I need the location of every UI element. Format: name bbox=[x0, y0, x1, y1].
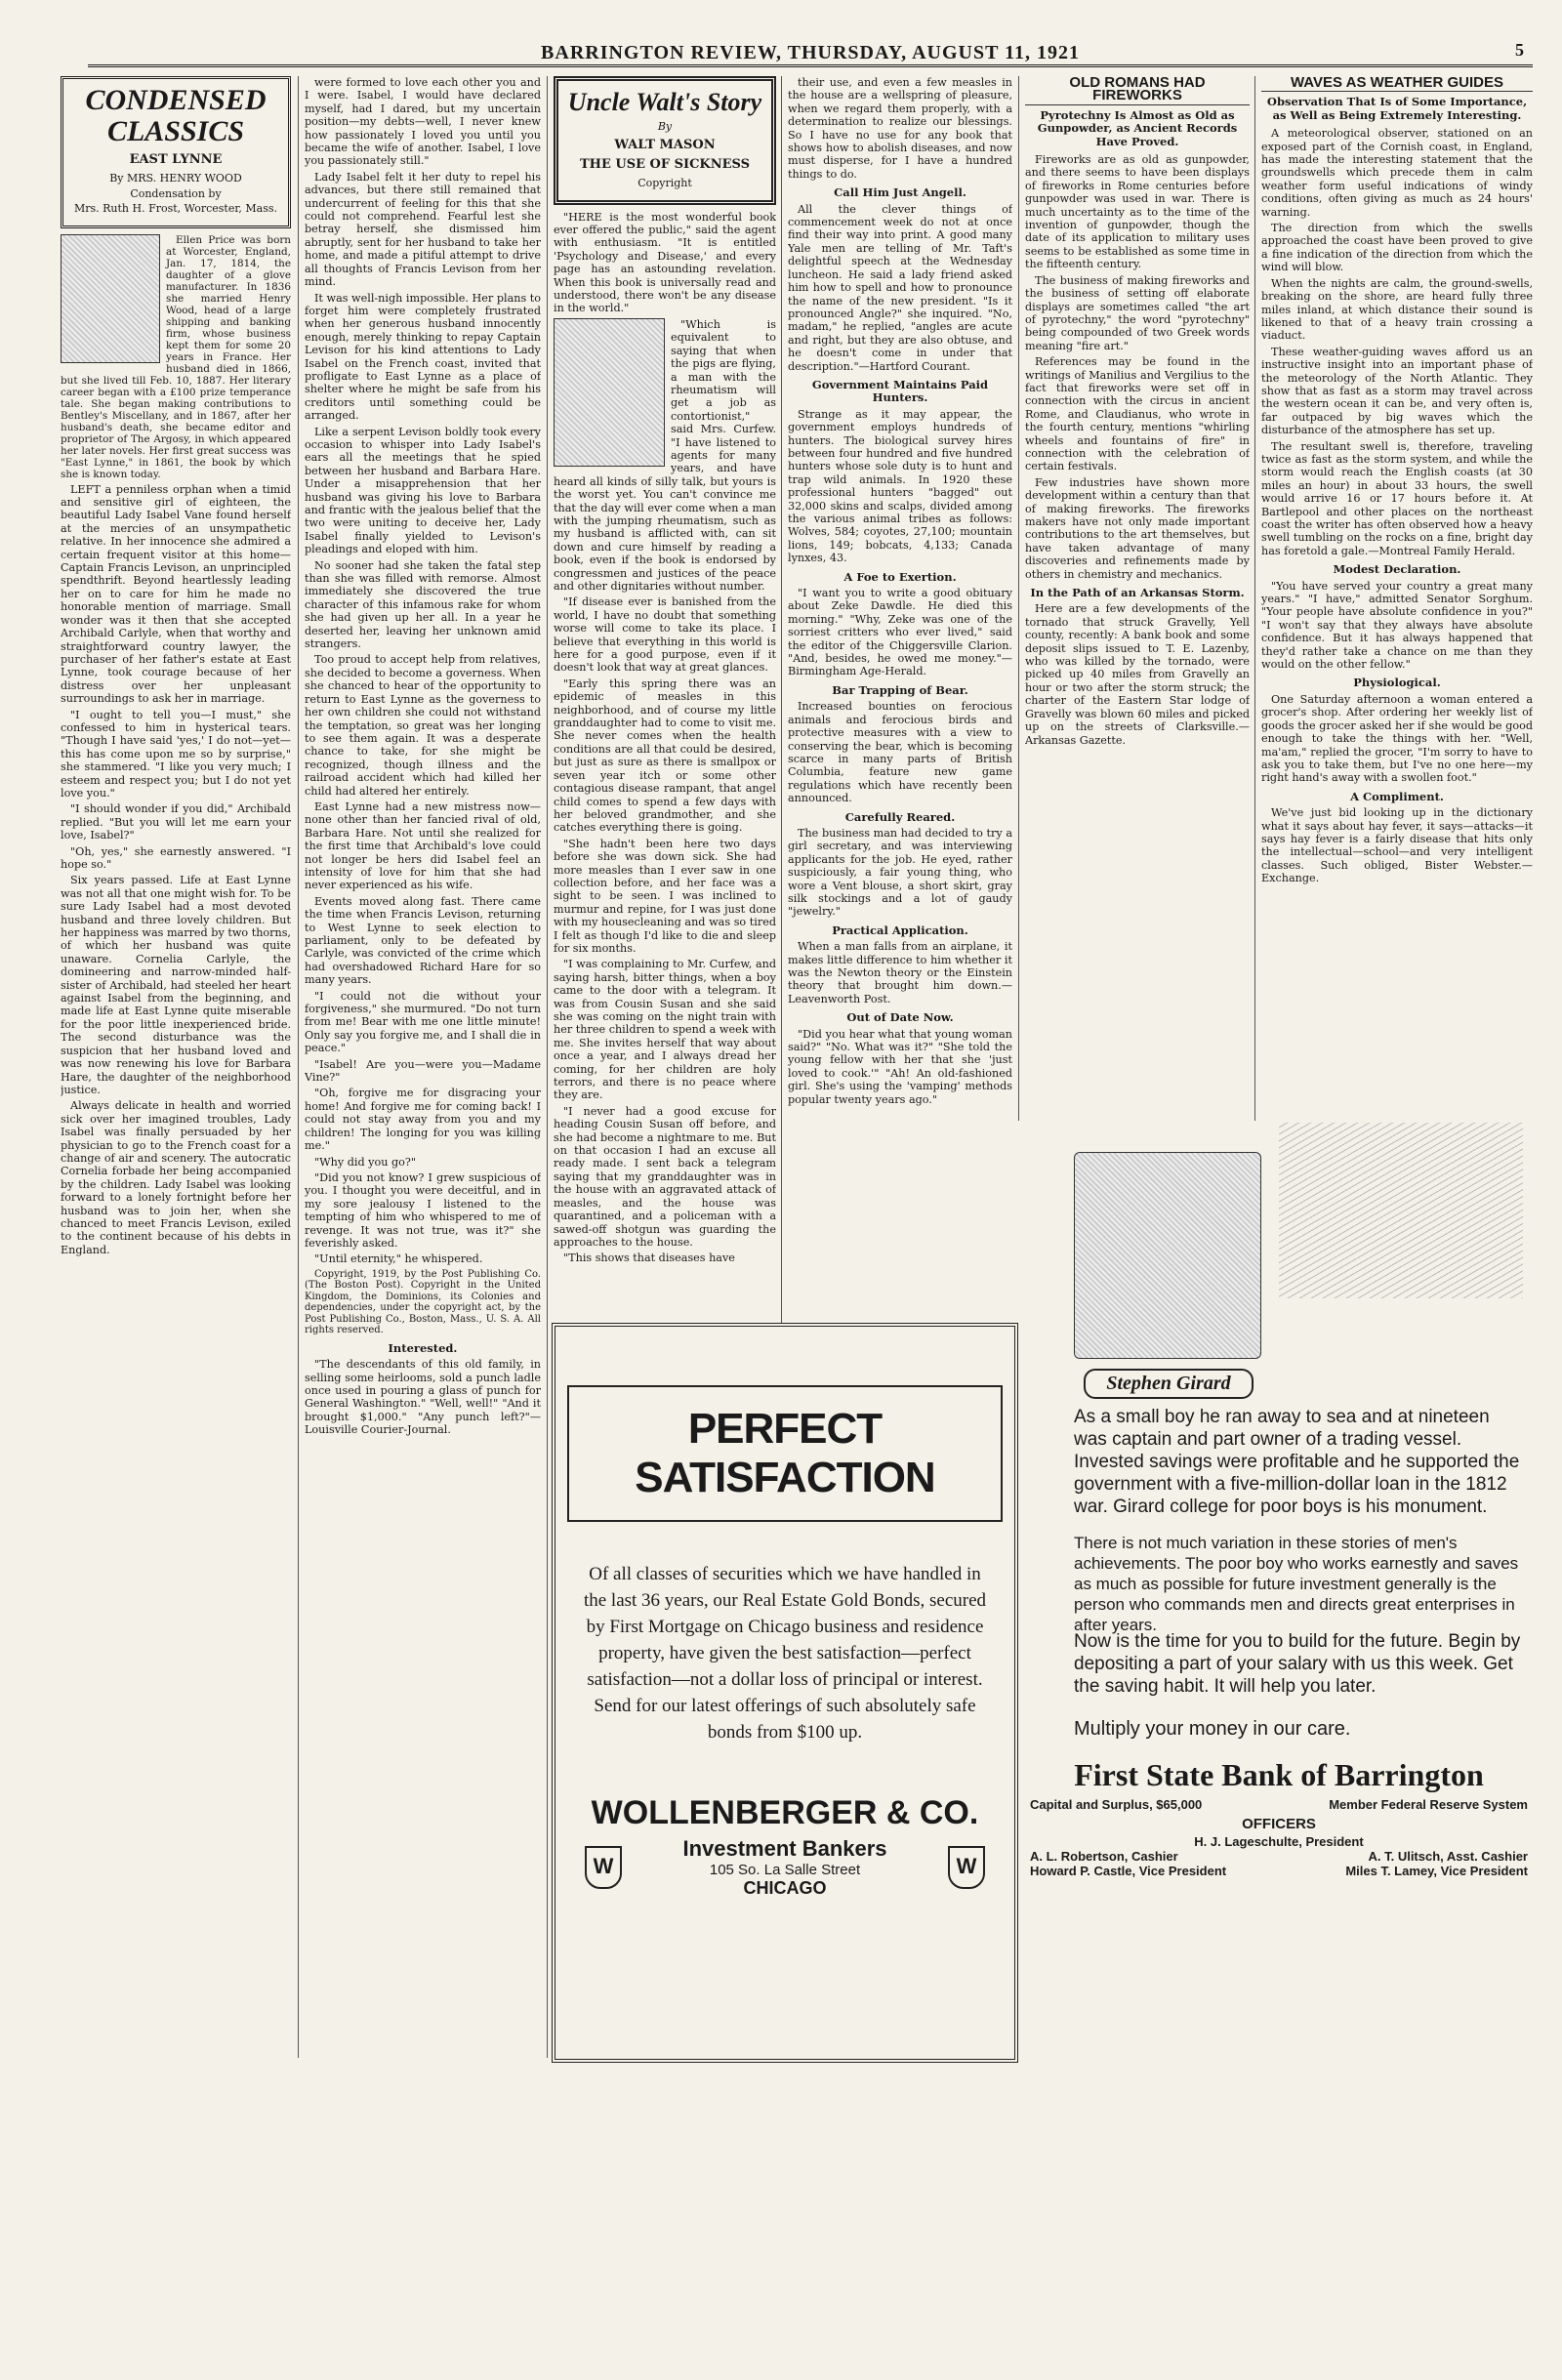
story-paragraph: "Why did you go?" bbox=[314, 1155, 417, 1169]
article-paragraph: References may be found in the writings of Manilius and Vergilius to the fact that fireworks were set off in connection with the circus in ancient Rome, and Claudianus, who wrote in the fourth century, mentions "whirling wheels and fountains of fire" in connection with the celebration of certain festivals. bbox=[1025, 355, 1250, 473]
author-portrait bbox=[61, 234, 160, 363]
story-title: EAST LYNNE bbox=[129, 152, 223, 167]
story-paragraph: "Isabel! Are you—were you—Madame Vine?" bbox=[305, 1057, 541, 1085]
story-paragraph: "I was complaining to Mr. Curfew, and saying harsh, bitter things, when a boy came to the door with a telegram. It was from Cousin Susan and she said she was coming on the night train with her three children to spend a week with me. She invites herself that way about once a year, and I always dread her coming, for her children are holy terrors, and there is no peace where they are. bbox=[554, 958, 776, 1102]
wollenberger-ad bbox=[552, 1323, 1018, 2063]
item-title: A Compliment. bbox=[1350, 789, 1444, 803]
item-title: A Foe to Exertion. bbox=[843, 569, 957, 584]
condensation-label: Condensation by bbox=[130, 186, 222, 200]
story-paragraph: Events moved along fast. There came the time when Francis Levison, returning to West Lynne to seek election to parliament, only to be defeated by Carlyle, was convicted of the crime which had overshadowed Richard Hare for so many years. bbox=[305, 894, 541, 987]
article-paragraph: The resultant swell is, therefore, traveling twice as fast as the storm system, and while the storm would reach the English coasts (at 30 miles an hour) in about 33 hours, the swell would arrive 16 or 17 hours before it. At Bartlepool and other places on the northeast coast the writer has often observed how a heavy swell tumbling on the rocks on a fine, bright day has foretold a gale.—Montreal Family Herald. bbox=[1261, 439, 1533, 557]
bank-officer: Miles T. Lamey, Vice President bbox=[1345, 1864, 1528, 1878]
ad-address: 105 So. La Salle Street bbox=[709, 1862, 861, 1878]
story-paragraph: "HERE is the most wonderful book ever offered the public," said the agent with enthusiasm. "It is entitled 'Psychology and Disease,' and every page has an astounding revelation. When this book is universally read and understood, there won't be any disease in the world." bbox=[554, 210, 776, 315]
article-subhead: Observation That Is of Some Importance, as Well as Being Extremely Interesting. bbox=[1266, 95, 1528, 122]
story-paragraph: LEFT a penniless orphan when a timid and sensitive girl of eighteen, the beautiful Lady Isabel Vane found herself at the mercies of an unsympathetic relative. In her innocence she admired a certain frequent visitor at this home—Captain Francis Levison, an unprincipled spendthrift. Beyond heartlessly leading her on to care for him he made no honorable mention of marriage. Small wonder was it then that she accepted Archibald Carlyle, when that worthy and straightforward country lawyer, the purchaser of her father's estate at East Lynne, took courage because of her distress over her unpleasant surroundings to ask her in marriage. bbox=[61, 482, 291, 706]
column-fireworks bbox=[1025, 76, 1250, 1111]
story-paragraph: No sooner had she taken the fatal step than she was filled with remorse. Almost immediately she discovered the true character of this infamous rake for whom she had given up her all. In a year he deserted her, leaving her unknown amid strangers. bbox=[305, 558, 541, 651]
by-label: By bbox=[657, 120, 673, 133]
item-body: Here are a few developments of the tornado that struck Gravelly, Yell county, recently: A bank book and some deposit slips issued to T. E. Lazenby, who was killed by the tornado, were picked up 40 miles from Gravelly an hour or two after the storm struck; the charter of the Eastern Star lodge of Gravelly was blown 60 miles and picked up on the streets of Clarksville.—Arkansas Gazette. bbox=[1025, 602, 1250, 747]
item-title: Interested. bbox=[388, 1340, 458, 1355]
ship-illustration bbox=[1279, 1123, 1523, 1298]
bank-officer-row bbox=[1030, 1864, 1528, 1878]
column-waves bbox=[1261, 76, 1533, 1111]
item-body: When a man falls from an airplane, it makes little difference to him whether it was the Newton theory or the Einstein theory that brought him down.—Leavenworth Post. bbox=[788, 940, 1012, 1005]
monogram-shield: W bbox=[585, 1846, 622, 1889]
item-body: One Saturday afternoon a woman entered a grocer's shop. After ordering her weekly list of goods the grocer asked her if she would be good enough to take the things with her. "Well, ma'am," replied the grocer, "I'm sorry to have to ask you to take them, but I've no one here—my right hand's away with a swollen foot." bbox=[1261, 692, 1533, 785]
ad-address-block bbox=[682, 1836, 886, 1899]
author-bio: Ellen Price was born at Worcester, England, Jan. 17, 1814, the daughter of a glove manufacturer. In 1836 she married Henry Wood, head of a large shipping and banking firm, whose business kept them for some 20 years in France. Her husband died in 1866, but she lived till Feb. 10, 1887. Her literary career began with a £100 prize temperance tale. She began making contributions to Bentley's Miscellany, and in 1867, after her husband's death, she became editor and proprietor of The Argosy, in which appeared her later novels. Her first great success was "East Lynne," in 1861, the book by which she is known today. bbox=[61, 233, 291, 480]
story-author: WALT MASON bbox=[614, 138, 716, 153]
story-paragraph: "Which is equivalent to saying that when the pigs are flying, a man with the rheumatism will get a job as contortionist," said Mrs. Curfew. "I have listened to agents for many years, and have heard all kinds of silly talk, but yours is the worst yet. You can't convince me that the day will ever come when a man with the jumping rheumatism, such as my husband is afflicted with, can sit down and cure himself by reading a book, even if the book is endorsed by congressmen and justices of the peace and other dignitaries without number. bbox=[554, 317, 776, 593]
girard-paragraph: Multiply your money in our care. bbox=[1074, 1718, 1351, 1740]
bank-officer-row bbox=[1030, 1849, 1528, 1864]
column-rule bbox=[1018, 76, 1019, 1121]
column-miscellany bbox=[788, 76, 1012, 1375]
girard-lead: As a small boy he ran away to sea and at nineteen was captain and part owner of a trading vessel. Invested savings were profitable and he supported the government with a five-million-dollar loan in the 1812 war. Girard college for poor boys is his monument. bbox=[1074, 1407, 1520, 1517]
item-title: Government Maintains Paid Hunters. bbox=[811, 377, 989, 405]
article-paragraph: The business of making fireworks and the business of setting off elaborate displays are sometimes called "the art of pyrotechny," the word "pyrotechny" being compounded of two Greek words meaning "fire art." bbox=[1025, 273, 1250, 352]
article-headline: WAVES AS WEATHER GUIDES bbox=[1261, 76, 1533, 92]
item-body: The business man had decided to try a girl secretary, and was interviewing applicants for the job. He eyed, rather suspiciously, a fair young thing, who wore a Vent blouse, a short skirt, gray silk stockings and a lot of gaudy "jewelry." bbox=[788, 826, 1012, 919]
bank-capital-row bbox=[1030, 1797, 1528, 1812]
article-subhead: Pyrotechny Is Almost as Old as Gunpowder, as Ancient Records Have Proved. bbox=[1037, 107, 1238, 148]
story-paragraph: It was well-nigh impossible. Her plans to forget him were completely frustrated when her generous husband innocently enough, merely thinking to repay Captain Levison for his kind attentions to Lady Isabel on the French coast, invited that profligate to East Lynne as a place of shelter where he might be safe from his creditors until something could be arranged. bbox=[305, 291, 541, 423]
girard-illustration bbox=[1025, 1123, 1318, 1416]
author-portrait bbox=[554, 318, 665, 467]
item-title: Bar Trapping of Bear. bbox=[832, 682, 968, 697]
story-paragraph: "Oh, forgive me for disgracing your home! And forgive me for coming back! I could not stay away from you and my children! The longing for you was killing me." bbox=[305, 1087, 541, 1153]
story-paragraph: "Did you not know? I grew suspicious of you. I thought you were deceitful, and in my sore jealousy I listened to the tempting of him who whispered to me of revenge. It was not true, was it?" she feverishly asked. bbox=[305, 1170, 541, 1250]
uncle-walt-box bbox=[554, 76, 776, 205]
ad-body: Of all classes of securities which we have handled in the last 36 years, our Real Estate Gold Bonds, secured by First Mortgage on Chicago business and residence property, have given the best satisfaction—perfect satisfaction—not a dollar loss of principal or interest. Send for our latest offerings of such absolutely safe bonds from $100 up. bbox=[583, 1564, 987, 1743]
column-east-lynne-cont bbox=[305, 76, 541, 2331]
item-body: All the clever things of commencement week do not at once find their way into print. A good many Yale men are telling of Mr. Taft's delightful speech at the Wednesday luncheon. He said a lady friend asked him how to spell and how to pronounce the name of the new president. "Is it pronounced Angle?" she inquired. "No, madam," he replied, "angles are acute and right, but they are also obtuse, and he doesn't come in under that description."—Hartford Courant. bbox=[788, 202, 1012, 373]
story-paragraph: Too proud to accept help from relatives, she decided to become a governess. When she chanced to hear of the opportunity to return to East Lynne as the governess to her own children she could not withstand the temptation, so great was her longing to see them again. It was a desperate chance to take, for she might be recognized, though illness and the railroad accident which had killed her child had altered her entirely. bbox=[305, 653, 541, 798]
item-body: "You have served your country a great many years." "I have," admitted Senator Sorghum. "Your people have absolute confidence in you?" "I won't say that they always have absolute confidence. But it has always happened that they'd rather take a chance on me than they would on the other fellow." bbox=[1261, 579, 1533, 672]
item-title: Practical Application. bbox=[832, 923, 968, 937]
box-title: Uncle Walt's Story bbox=[567, 88, 762, 116]
ad-footer bbox=[585, 1836, 985, 1899]
condensed-classics-box bbox=[61, 76, 291, 228]
story-paragraph: "This shows that diseases have bbox=[563, 1252, 735, 1265]
girard-caption: Stephen Girard bbox=[1084, 1369, 1254, 1399]
bank-officer: H. J. Lageschulte, President bbox=[1194, 1834, 1364, 1849]
monogram-shield: W bbox=[948, 1846, 985, 1889]
article-paragraph: Fireworks are as old as gunpowder, and there seems to have been displays of fireworks in Rome centuries before gunpowder was used in war. There is much uncertainty as to the time of the invention of gunpowder, though the date of its application to military uses seems to be established as some time in the fifteenth century. bbox=[1025, 153, 1250, 271]
item-body: "The descendants of this old family, in selling some heirlooms, sold a punch ladle once used in pouring a glass of punch for General Washington." "Well, well!" "And it brought $1,000." "Any punch left?"—Louisville Courier-Journal. bbox=[305, 1358, 541, 1437]
story-paragraph: "I could not die without your forgiveness," she murmured. "Do not turn from me! Bear with me one little minute! Only say you forgive me, and I shall die in peace." bbox=[305, 989, 541, 1055]
bank-officer: A. T. Ulitsch, Asst. Cashier bbox=[1368, 1849, 1528, 1864]
column-condensed-classics bbox=[61, 76, 291, 2331]
story-paragraph: were formed to love each other you and I were. Isabel, I would have declared myself, had I dared, but my uncertain position—my debts—well, I never knew how passionately I loved you until you became the wife of another. Isabel, I love you passionately still." bbox=[305, 76, 541, 168]
bank-capital: Capital and Surplus, $65,000 bbox=[1030, 1797, 1203, 1812]
item-title: Out of Date Now. bbox=[846, 1010, 954, 1025]
story-paragraph: "I never had a good excuse for heading Cousin Susan off before, and she had become a nightmare to me. But on that occasion I had an excuse all ready made. I sent back a telegram saying that my granddaughter was in the house with an aggravated attack of measles, and the house was quarantined, and a policeman with a sawed-off shotgun was guarding the approaches to the house. bbox=[554, 1104, 776, 1249]
bank-member: Member Federal Reserve System bbox=[1329, 1797, 1528, 1812]
item-body: "I want you to write a good obituary about Zeke Dawdle. He died this morning." "Why, Zeke was one of the sorriest critters who ever lived," said the editor of the Chiggersville Clarion. "And, besides, he owed me money."—Birmingham Age-Herald. bbox=[788, 587, 1012, 678]
bank-officer: Howard P. Castle, Vice President bbox=[1030, 1864, 1227, 1878]
ad-subtitle: Investment Bankers bbox=[682, 1836, 887, 1861]
box-title: CONDENSED CLASSICS bbox=[85, 84, 267, 147]
story-paragraph: "Early this spring there was an epidemic of measles in this neighborhood, and of course my little granddaughter had to come to visit me. She never comes when the health conditions are all that could be desired, but just as sure as there is smallpox or seven year itch or some other contagious disease rampant, that angel child comes to spend a few days with her beloved grandmother, and she catches everything there is going. bbox=[554, 677, 776, 835]
bank-officers-label: OFFICERS bbox=[1242, 1816, 1316, 1832]
column-uncle-walt bbox=[554, 76, 776, 1375]
article-paragraph: These weather-guiding waves afford us an instructive insight into an important phase of the meteorology of the North Atlantic. They show that as fast as a storm may travel across the western ocean it can be, and very often is, far outpaced by big waves which the disturbance of the atmosphere has set up. bbox=[1261, 345, 1533, 437]
story-author: By MRS. HENRY WOOD bbox=[109, 172, 242, 185]
story-paragraph: Six years passed. Life at East Lynne was not all that one might wish for. To be sure Lady Isabel had a most devoted husband and three lovely children. But her happiness was marred by two thorns, of which her husband was quite unaware. Cornelia Carlyle, the domineering and narrow-minded half-sister of Archibald, had steeled her heart against Isabel from the beginning, and made life at East Lynne quite miserable for the poor little inexperienced bride. The second disturbance was the suspicion that her husband loved and was now renewing his love for Barbara Hare, the daughter of the neighborhood justice. bbox=[61, 874, 291, 1096]
story-subject: THE USE OF SICKNESS bbox=[579, 156, 751, 172]
item-title: In the Path of an Arkansas Storm. bbox=[1030, 586, 1245, 600]
article-paragraph: A meteorological observer, stationed on an exposed part of the Cornish coast, in England, has made the interesting statement that the groundswells which precede them in calm weather form useful indications of windy conditions, often giving as much as 24 hours' warning. bbox=[1261, 127, 1533, 219]
bank-name: First State Bank of Barrington bbox=[1074, 1757, 1484, 1792]
masthead bbox=[88, 29, 1533, 67]
story-paragraph: "I ought to tell you—I must," she confessed to him in hysterical tears. "Though I have said 'yes,' I do not—yet—this has come upon me so by surprise," she stammered. "I like you very much; I esteem and respect you; but I do not yet love you." bbox=[61, 708, 291, 800]
column-rule bbox=[298, 76, 299, 2058]
copyright-label: Copyright bbox=[637, 177, 692, 190]
copyright-notice: Copyright, 1919, by the Post Publishing Co. (The Boston Post). Copyright in the United Kingdom, the Dominions, its Colonies and dependencies, under the copyright act, by the Post Publishing Co., Boston, Mass., U. S. A. All rights reserved. bbox=[305, 1268, 541, 1336]
item-title: Carefully Reared. bbox=[844, 809, 956, 824]
story-paragraph: their use, and even a few measles in the house are a wellspring of pleasure, when we regard them properly, with a determination to realize our blessings. So I have no use for any book that shows how to abolish diseases, and now must disperse, for I have a hundred things to do. bbox=[788, 76, 1012, 181]
column-rule bbox=[547, 76, 548, 2058]
story-paragraph: "Until eternity," he whispered. bbox=[314, 1252, 483, 1266]
bank-block bbox=[1030, 1757, 1528, 1878]
page-number: 5 bbox=[1515, 40, 1525, 60]
girard-paragraph: There is not much variation in these stories of men's achievements. The poor boy who works earnestly and saves as much as possible for future investment generally is the person who commands men and directs great enterprises in after years. bbox=[1074, 1534, 1519, 1634]
girard-paragraph: Now is the time for you to build for the future. Begin by depositing a part of your salary with us this week. Get the saving habit. It will help you later. bbox=[1074, 1631, 1521, 1697]
bank-officer: A. L. Robertson, Cashier bbox=[1030, 1849, 1178, 1864]
item-body: Increased bounties on ferocious animals and ferocious birds and protective measures with a view to conserving the bear, which is becoming scarce in many parts of British Columbia, feature new game regulations which have recently been announced. bbox=[788, 700, 1012, 805]
article-paragraph: When the nights are calm, the ground-swells, breaking on the shore, are heard fully three miles inland, at which distance their sound is likened to that of a heavy train crossing a viaduct. bbox=[1261, 276, 1533, 343]
story-paragraph: "I should wonder if you did," Archibald replied. "But you will let me earn your love, Isabel?" bbox=[61, 802, 291, 842]
item-body: We've just bid looking up in the dictionary what it says about hay fever, it says—attacks—it says hay fever is a fairly disease that hits only the intellectual—school—and very intelligent classes. Such obliged, Bister Webster.—Exchange. bbox=[1261, 806, 1533, 885]
article-paragraph: Few industries have shown more development within a century than that of making fireworks. The fireworks makers have not only made important contributions to the art themselves, but have taken advantage of many discoveries and refinements made by others in chemistry and mechanics. bbox=[1025, 475, 1250, 581]
item-title: Modest Declaration. bbox=[1333, 562, 1461, 577]
article-headline: OLD ROMANS HAD FIREWORKS bbox=[1025, 76, 1250, 105]
story-paragraph: Always delicate in health and worried sick over her imagined troubles, Lady Isabel was finally persuaded by her physician to go to the French coast for a change of air and scenery. The autocratic Cornelia forbade her being accompanied by the children. Lady Isabel was looking forward to a lonely fortnight before her husband was to join her, when she chanced to meet Francis Levison, exiled to the continent because of his debts in England. bbox=[61, 1099, 291, 1256]
story-paragraph: Like a serpent Levison boldly took every occasion to whisper into Lady Isabel's ears all the meetings that he spied between her husband and Barbara Hare. Under a misapprehension that her husband was giving his love to Barbara and frantic with the jealous belief that the two were uniting to deceive her, Lady Isabel finally yielded to Levison's pleadings and eloped with him. bbox=[305, 425, 541, 556]
ad-firm: WOLLENBERGER & CO. bbox=[591, 1794, 979, 1831]
story-paragraph: "If disease ever is banished from the world, I have no doubt that something worse will come to take its place. I believe that everything in this world is here for a good purpose, even if it doesn't look that way at great glances. bbox=[554, 595, 776, 675]
story-paragraph: "Oh, yes," she earnestly answered. "I hope so." bbox=[61, 844, 291, 871]
story-paragraph: East Lynne had a new mistress now—none other than her fancied rival of old, Barbara Hare. Not until she realized for the first time that Archibald's love could not longer be hers did Isabel feel an intensity of love for him that she had never experienced as his wife. bbox=[305, 800, 541, 892]
item-title: Physiological. bbox=[1353, 676, 1441, 690]
ad-city: CHICAGO bbox=[743, 1878, 827, 1898]
item-body: Strange as it may appear, the government employs hundreds of hunters. The biological survey hires between four hundred and five hundred hunters whose sole duty is to hunt and trap wild animals. In 1920 these professional hunters "bagged" out 32,000 skins and scalps, divided among the various animal tribes as follows: Wolves, 584; coyotes, 27,100; mountain lions, 149; bobcats, 4,133; Canada lynxes, 43. bbox=[788, 407, 1012, 565]
ad-headline: PERFECT SATISFACTION bbox=[567, 1385, 1003, 1522]
girard-portrait bbox=[1074, 1152, 1261, 1359]
article-paragraph: The direction from which the swells approached the coast have been proved to give a fine indication of the direction from which the wind will blow. bbox=[1261, 222, 1533, 274]
item-body: "Did you hear what that young woman said?" "No. What was it?" "She told the young fellow with her that she 'just loved to cook.'" "Ah! An old-fashioned girl. She's using the 'vamping' methods popular twenty years ago." bbox=[788, 1027, 1012, 1106]
condenser-name: Mrs. Ruth H. Frost, Worcester, Mass. bbox=[73, 202, 278, 216]
masthead-title: BARRINGTON REVIEW, THURSDAY, AUGUST 11, 1921 bbox=[541, 42, 1080, 63]
item-title: Call Him Just Angell. bbox=[834, 185, 966, 200]
story-paragraph: Lady Isabel felt it her duty to repel his advances, but there still remained that undercurrent of feeling for this that she could not comprehend. Fearful lest she betray herself, she dismissed him abruptly, sent for her husband to take her home, and made a pitiful attempt to drive all thoughts of Francis Levison from her mind. bbox=[305, 170, 541, 289]
story-paragraph: "She hadn't been here two days before she was down sick. She had more measles than I ever saw in one collection before, and her face was a sight to be seen. I was inclined to murmur and repine, for I was just done with my housecleaning and was so tired I felt as though I'd like to die and sleep for six months. bbox=[554, 837, 776, 955]
column-rule bbox=[1254, 76, 1255, 1121]
